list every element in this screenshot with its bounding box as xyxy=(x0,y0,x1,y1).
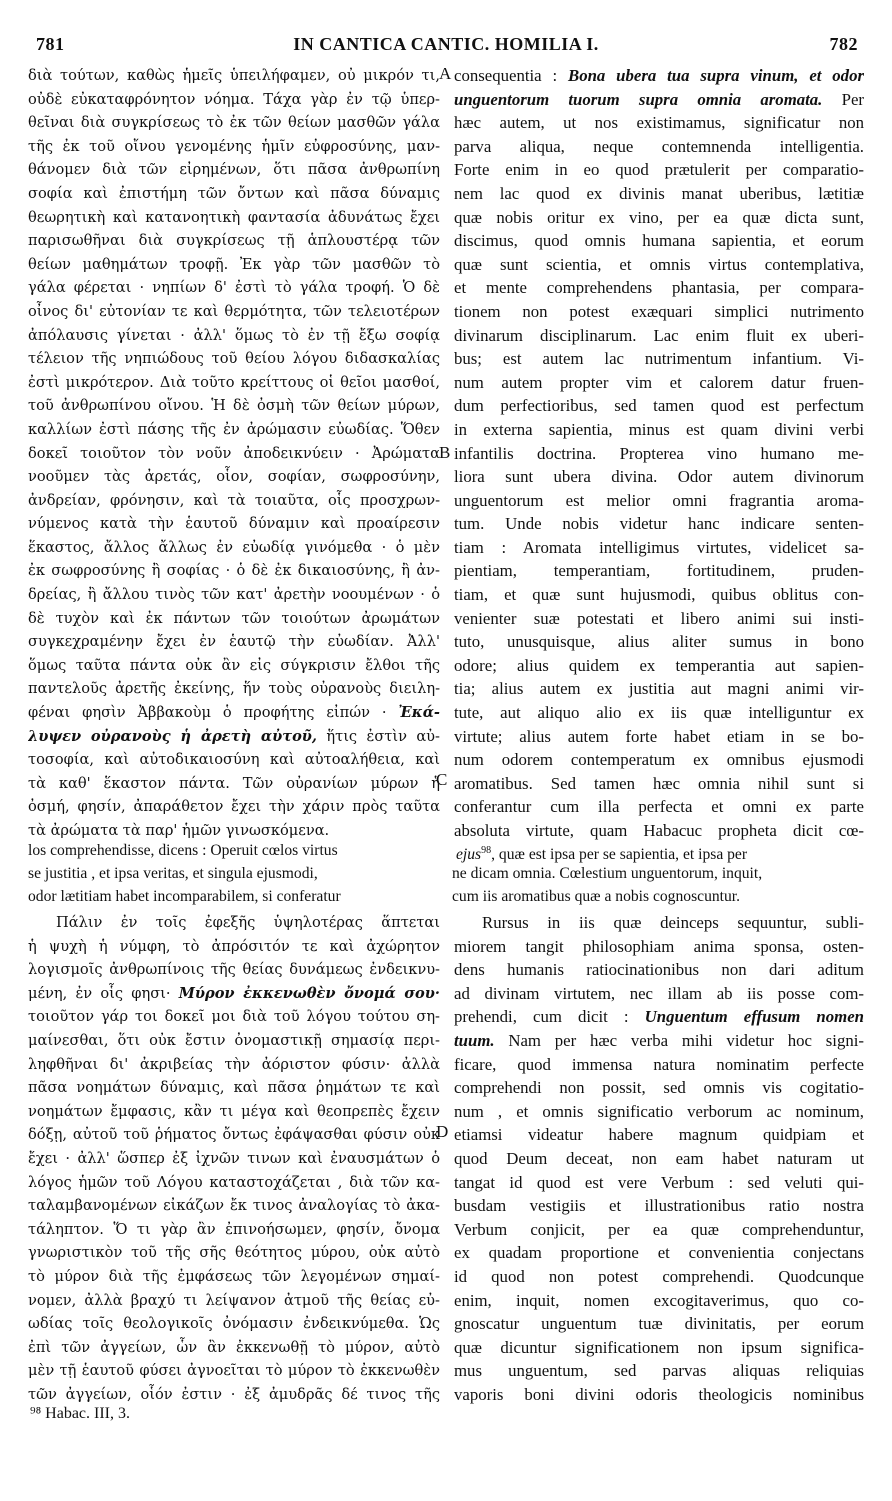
text-line: λόγος ἡμῶν τοῦ Λόγου καταστοχάζεται , διὰ τῶν κα- xyxy=(28,1173,440,1191)
text-line: διὰ τούτων, καθὼς ἡμεῖς ὑπειλήφαμεν, οὐ μικρόν τι, xyxy=(28,67,440,84)
text-line: busdam vestigiis et illustrationibus ratio nostra xyxy=(454,1196,864,1216)
text-line: in externa sapientia, minus est quam divini verbi xyxy=(454,419,864,439)
text-line: νομεν, ἀλλὰ βραχύ τι λείψανον ἀτμοῦ τῆς θείας εὐ- xyxy=(28,1291,440,1309)
text-line: ἀπόλαυσις γίνεται · ἀλλ' ὅμως τὸ ἐν τῇ ἔξω σοφίᾳ xyxy=(28,326,440,344)
text-line: λυψεν οὐρανοὺς ἡ ἀρετὴ αὐτοῦ, ἥτις ἐστὶν αὐ- xyxy=(28,727,440,745)
text-line: ἡ ψυχὴ ἡ νύμφη, τὸ ἀπρόσιτόν τε καὶ ἀχώρητον xyxy=(28,937,440,955)
margin-marker-b: B xyxy=(439,443,451,462)
full-line-1a: los comprehendisse, dicens : Operuit cœlos virtus xyxy=(28,842,338,859)
margin-marker-a: A xyxy=(439,64,452,83)
margin-marker-c: C xyxy=(436,770,448,789)
text-line: ἐκ σωφροσύνης ἢ σοφίας · ὁ δὲ ἐκ δικαιοσύνης, ἢ ἀν- xyxy=(28,562,440,580)
page-number-left: 781 xyxy=(36,34,65,54)
text-line: consequentia : Bona ubera tua supra vinum, et odor xyxy=(454,66,864,85)
text-line: τοιοῦτον γάρ τοι δοκεῖ μοι διὰ τοῦ λόγου τούτου ση- xyxy=(28,1008,440,1026)
text-line: λογισμοῖς ἀνθρωπίνοις τῆς θείας δυνάμεως ἐνδεικνυ- xyxy=(28,961,440,979)
text-line: liora sunt ubera divina. Odor autem divinorum xyxy=(454,467,864,487)
text-line: παντελοῦς ἀρετῆς ἐκείνης, ἥν τοὺς οὐρανοὺς διειλη- xyxy=(28,680,440,698)
text-line: virtute; alius autem forte habet etiam in se bo- xyxy=(454,726,864,746)
page-header xyxy=(0,20,892,54)
text-line: Rursus in iis quæ deinceps sequuntur, subli- xyxy=(482,913,864,932)
text-line: unguentorum tuorum supra omnia aromata. Per xyxy=(454,89,864,109)
text-line: tia; alius autem ex justitia aut magni animi vir- xyxy=(454,679,864,699)
text-line: τὰ ἀρώματα τὰ παρ' ἡμῶν γινωσκόμενα. xyxy=(28,822,330,839)
text-line: nem lac quod ex divinis manat uberibus, lætitiæ xyxy=(454,183,864,203)
quotation-italic: Unguentum effusum nomen xyxy=(644,1007,864,1027)
text-line: dum perfectioribus, sed tamen quod est perfectum xyxy=(454,396,864,416)
text-line: γάλα φέρεται · νηπίων δ' ἐστὶ τὸ γάλα τροφή. Ὁ δὲ xyxy=(28,279,440,297)
text-line: infantilis doctrina. Propterea vino humano me- xyxy=(454,443,864,463)
text-line: tangat id quod est vere Verbum : sed veluti qui- xyxy=(454,1172,864,1192)
text-line: vaporis boni divini odoris theologicis nominibus xyxy=(454,1384,864,1404)
text-line: dens humanis ratiocinationibus non dari aditum xyxy=(454,960,864,980)
text-line: μαίνεσθαι, ὅτι οὐκ ἔστιν ὀνομαστικῇ σημασίᾳ περι- xyxy=(28,1031,440,1049)
margin-marker-d: D xyxy=(436,1122,449,1141)
text-line: τῶν ἀγγείων, οἷόν ἐστιν · ἐξ ἀμυδρᾶς δέ τινος τῆς xyxy=(28,1385,440,1403)
text-line: Πάλιν ἐν τοῖς ἐφεξῆς ὑψηλοτέρας ἅπτεται xyxy=(56,914,440,931)
text-line: conferantur cum illa perfecta et omni ex parte xyxy=(454,797,864,817)
text-line: ὀσμή, φησίν, ἀπαράθετον ἔχει τὴν χάριν πρὸς ταῦτα xyxy=(28,798,440,816)
text-line: tionem non potest exæquari simplici nutrimento xyxy=(454,301,864,321)
text-line: ἕκαστος, ἄλλος ἄλλως ἐν εὐωδίᾳ γινόμεθα · ὁ μὲν xyxy=(28,538,440,556)
quotation-italic: Μύρον ἐκκενωθὲν ὄνομά σου· xyxy=(178,984,440,1002)
text-line: φέναι φησὶν Ἀββακοὺμ ὁ προφήτης εἰπών · Ἐκά- xyxy=(28,704,440,722)
text-line: quod Deum deceat, non eam habet naturam ut xyxy=(454,1148,864,1168)
quotation-italic: λυψεν οὐρανοὺς ἡ ἀρετὴ αὐτοῦ, xyxy=(28,727,318,745)
text-line: ad divinam virtutem, nec illam ab iis posse com- xyxy=(454,983,864,1003)
text-line: hæc autem, ut nos existimamus, significatur non xyxy=(454,113,864,133)
text-line: τῆς ἐκ τοῦ οἴνου γενομένης ἡμῖν εὐφροσύνης, μαν- xyxy=(28,137,440,155)
text-line: τάληπτον. Ὅ τι γὰρ ἂν ἐπινοήσωμεν, φησίν, ὄνομα xyxy=(28,1220,440,1238)
running-title: IN CANTICA CANTIC. HOMILIA I. xyxy=(293,34,599,54)
greek-column-lower xyxy=(28,911,440,1406)
quotation-italic: Ἐκά- xyxy=(398,704,440,722)
text-line: τὸ μύρον διὰ τῆς ἐμφάσεως τῶν λεγομένων σημαί- xyxy=(28,1267,440,1285)
text-line: ἐστὶ μικρότερον. Διὰ τοῦτο κρείττους οἱ θεῖοι μασθοί, xyxy=(28,373,440,391)
text-line: odore; alius quidem ex temperantia aut sapien- xyxy=(454,655,864,675)
text-line: θείων μαθημάτων τροφῇ. Ἐκ γὰρ τῶν μασθῶν τὸ xyxy=(28,255,440,273)
text-line: quæ sunt scientia, et omnis virtus contemplativa, xyxy=(454,254,864,274)
text-line: bus; est autem lac nutrimentum infantium. Vi- xyxy=(454,349,864,369)
text-line: tiam, et quæ sunt hujusmodi, quibus oblitus con- xyxy=(454,585,864,605)
text-line: num autem propter vim et calorem datur fruen- xyxy=(454,372,864,392)
text-line: tuum. Nam per hæc verba mihi videtur hoc signi- xyxy=(454,1030,864,1050)
text-line: σοφία καὶ ἐπιστήμη τῶν ὄντων καὶ πᾶσα δύναμις xyxy=(28,184,440,202)
full-line-2b: ne dicam omnia. Cœlestium unguentorum, inquit, xyxy=(452,865,763,882)
full-line-1c: , quæ est ipsa per se sapientia, et ipsa per xyxy=(491,846,748,864)
latin-column-upper xyxy=(454,64,864,843)
text-line: tiam : Aromata intelligimus virtutes, videlicet sa- xyxy=(454,537,864,557)
text-line: ἐπὶ τῶν ἀγγείων, ὧν ἂν ἐκκενωθῇ τὸ μύρον, αὐτὸ xyxy=(28,1338,440,1356)
text-line: ληφθῆναι δι' ἀκριβείας τὴν ἀόριστον φύσιν· ἀλλὰ xyxy=(28,1055,440,1073)
text-line: Verbum conjicit, per ea quæ comprehenduntur, xyxy=(454,1219,864,1239)
text-line: γνωριστικὸν τοῦ τῆς σῆς θεότητος μύρου, οὐκ αὐτὸ xyxy=(28,1244,440,1262)
text-line: miorem tangit philosophiam anima sponsa, osten- xyxy=(454,936,864,956)
text-line: ταλαμβανομένων εἰκάζων ἔκ τινος ἀναλογίας τὸ ἀκα- xyxy=(28,1197,440,1215)
text-line: ἀνδρείαν, φρόνησιν, καὶ τὰ τοιαῦτα, οἷς προσχρων- xyxy=(28,491,440,509)
text-line: mus unguentum, sed parvas aliquas reliquias xyxy=(454,1361,864,1381)
footnote-ref: 98 xyxy=(481,845,492,856)
text-line: δὲ τυχὸν καὶ ἐκ πάντων τῶν τοιούτων ἀρωμάτων xyxy=(28,609,440,627)
text-line: τὰ καθ' ἕκαστον πάντα. Τῶν οὐρανίων μύρων ἡ xyxy=(28,774,440,792)
text-line: id quod non potest comprehendi. Quodcunque xyxy=(454,1266,864,1286)
text-line: οἶνος δι' εὐτονίαν τε καὶ θερμότητα, τῶν τελειοτέρων xyxy=(28,302,440,320)
text-line: et mente comprehendens phantasia, per compara- xyxy=(454,278,864,298)
quotation-italic: unguentorum tuorum supra omnia aromata. xyxy=(454,89,823,109)
text-line: gnoscatur unguentum tuæ divinitatis, per eorum xyxy=(454,1314,864,1334)
text-line: τοῦ ἀνθρωπίνου οἴνου. Ἡ δὲ ὀσμὴ τῶν θείων μύρων, xyxy=(28,397,440,415)
text-line: tute, aut aliquo alio ex iis quæ intelliguntur ex xyxy=(454,703,864,723)
greek-column-upper xyxy=(28,64,440,843)
full-line-1b: ejus xyxy=(456,846,482,864)
text-line: παρισωθῆναι διὰ συγκρίσεως τῇ ἁπλουστέρᾳ τῶν xyxy=(28,232,440,250)
full-line-3b: cum iis aromatibus quæ a nobis cognoscuntur. xyxy=(452,888,741,905)
text-line: Forte enim in eo quod prætulerit per comparatio- xyxy=(454,160,864,180)
text-line: θεῖναι διὰ συγκρίσεως τὸ ἐκ τῶν θείων μασθῶν γάλα xyxy=(28,114,440,132)
text-line: ficare, quod immensa natura nominatim perfecte xyxy=(454,1054,864,1074)
footnote: ⁹⁸ Habac. III, 3. xyxy=(30,1405,130,1422)
text-line: num odorem contemperatum ex omnibus ejusmodi xyxy=(454,750,864,770)
text-line: prehendi, cum dicit : Unguentum effusum nomen xyxy=(454,1007,864,1027)
text-line: divinarum disciplinarum. Lac enim fluit ex uberi- xyxy=(454,325,864,345)
text-line: absoluta virtute, quam Habacuc propheta dicit cœ- xyxy=(454,821,864,840)
text-line: τοσοφία, καὶ αὐτοδικαιοσύνη καὶ αὐτοαλήθεια, καὶ xyxy=(28,751,440,769)
text-line: quæ dicuntur significationem non ipsum significa- xyxy=(454,1337,864,1357)
text-line: ὅμως ταῦτα πάντα οὐκ ἂν εἰς σύγκρισιν ἔλθοι τῆς xyxy=(28,656,440,674)
text-line: num , et omnis significatio verborum ac nominum, xyxy=(454,1101,864,1121)
text-line: πᾶσα νοημάτων δύναμις, καὶ πᾶσα ῥημάτων τε καὶ xyxy=(28,1079,440,1097)
text-line: ἔχει · ἀλλ' ὥσπερ ἐξ ἰχνῶν τινων καὶ ἐναυσμάτων ὁ xyxy=(28,1149,440,1167)
text-line: discimus, quod omnis humana sapientia, et eorum xyxy=(454,231,864,251)
text-line: νοημάτων ἔμφασις, κἂν τι μέγα καὶ θεοπρεπὲς ἔχειν xyxy=(28,1102,440,1120)
text-line: τέλειον τῆς νηπιώδους τοῦ θείου λόγου διδασκαλίας xyxy=(28,350,440,368)
text-line: δρείας, ἢ ἄλλου τινὸς τῶν κατ' ἀρετὴν νοουμένων · ὁ xyxy=(28,586,440,604)
text-line: aromatibus. Sed tamen hæc omnia nihil sunt si xyxy=(454,773,864,793)
quotation-italic: tuum. xyxy=(454,1030,495,1050)
latin-column-lower xyxy=(454,911,864,1406)
text-line: venienter suæ potestati et libero animi sui insti- xyxy=(454,608,864,628)
page-number-right: 782 xyxy=(829,34,858,54)
quotation-italic: Bona ubera tua supra vinum, et odor xyxy=(568,66,864,85)
text-line: pientiam, temperantiam, fortitudinem, pruden- xyxy=(454,561,864,581)
text-line: unguentorum est melior omni fragrantia aroma- xyxy=(454,490,864,510)
text-line: συγκεχραμένην ἔχει ἐν ἑαυτῷ τὴν εὐωδίαν. Ἀλλ' xyxy=(28,633,440,651)
text-line: δοκεῖ τοιοῦτον τὸν νοῦν ἀποδεικνύειν · Ἀρώματα xyxy=(28,444,440,462)
text-line: καλλίων ἐστὶ πάσης τῆς ἐν ἀρώμασιν εὐωδίας. Ὅθεν xyxy=(28,420,440,438)
text-line: μένη, ἐν οἷς φησι· Μύρον ἐκκενωθὲν ὄνομά σου· xyxy=(28,984,440,1002)
text-line: θάνομεν διὰ τῶν εἰρημένων, ὅτι πᾶσα ἀνθρωπίνη xyxy=(28,161,440,179)
text-line: enim, inquit, nomen excogitaverimus, quo co- xyxy=(454,1290,864,1310)
text-line: νύμενος κατὰ τὴν ἑαυτοῦ δύναμιν καὶ προαίρεσιν xyxy=(28,515,440,533)
full-line-2a: se justitia , et ipsa veritas, et singula ejusmodi, xyxy=(28,865,318,882)
full-line-3a: odor lætitiam habet incomparabilem, si conferatur xyxy=(28,888,341,905)
text-line: etiamsi videatur habere magnum quidpiam et xyxy=(454,1125,864,1145)
text-line: ex quadam proportione et convenientia conjectans xyxy=(454,1243,864,1263)
text-line: μὲν τῇ ἑαυτοῦ φύσει ἀγνοεῖται τὸ μύρον τὸ ἐκκενωθὲν xyxy=(28,1362,440,1380)
text-line: tuto, unusquisque, alius aliter sumus in bono xyxy=(454,632,864,652)
text-line: quæ nobis oritur ex vino, per ea quæ dicta sunt, xyxy=(454,207,864,227)
text-line: δόξῃ, αὐτοῦ τοῦ ῥήματος ὄντως ἐφάψασθαι φύσιν οὐκ xyxy=(28,1126,440,1144)
text-line: parva aliqua, neque contemnenda intelligentia. xyxy=(454,136,864,156)
text-line: θεωρητικὴ καὶ κατανοητικὴ φαντασία ἀδυνάτως ἔχει xyxy=(28,208,440,226)
text-line: οὐδὲ εὐκαταφρόνητον νόημα. Τάχα γὰρ ἐν τῷ ὑπερ- xyxy=(28,90,440,108)
text-line: tum. Unde nobis videtur hanc indicare senten- xyxy=(454,514,864,534)
text-line: νοοῦμεν τὰς ἀρετάς, οἷον, σοφίαν, σωφροσύνην, xyxy=(28,468,440,486)
text-line: ωδίας τοῖς θεολογικοῖς ὀνόμασιν ἐνδεικνύμεθα. Ὡς xyxy=(28,1315,440,1333)
text-line: comprehendi non possit, sed omnis vis cogitatio- xyxy=(454,1078,864,1098)
